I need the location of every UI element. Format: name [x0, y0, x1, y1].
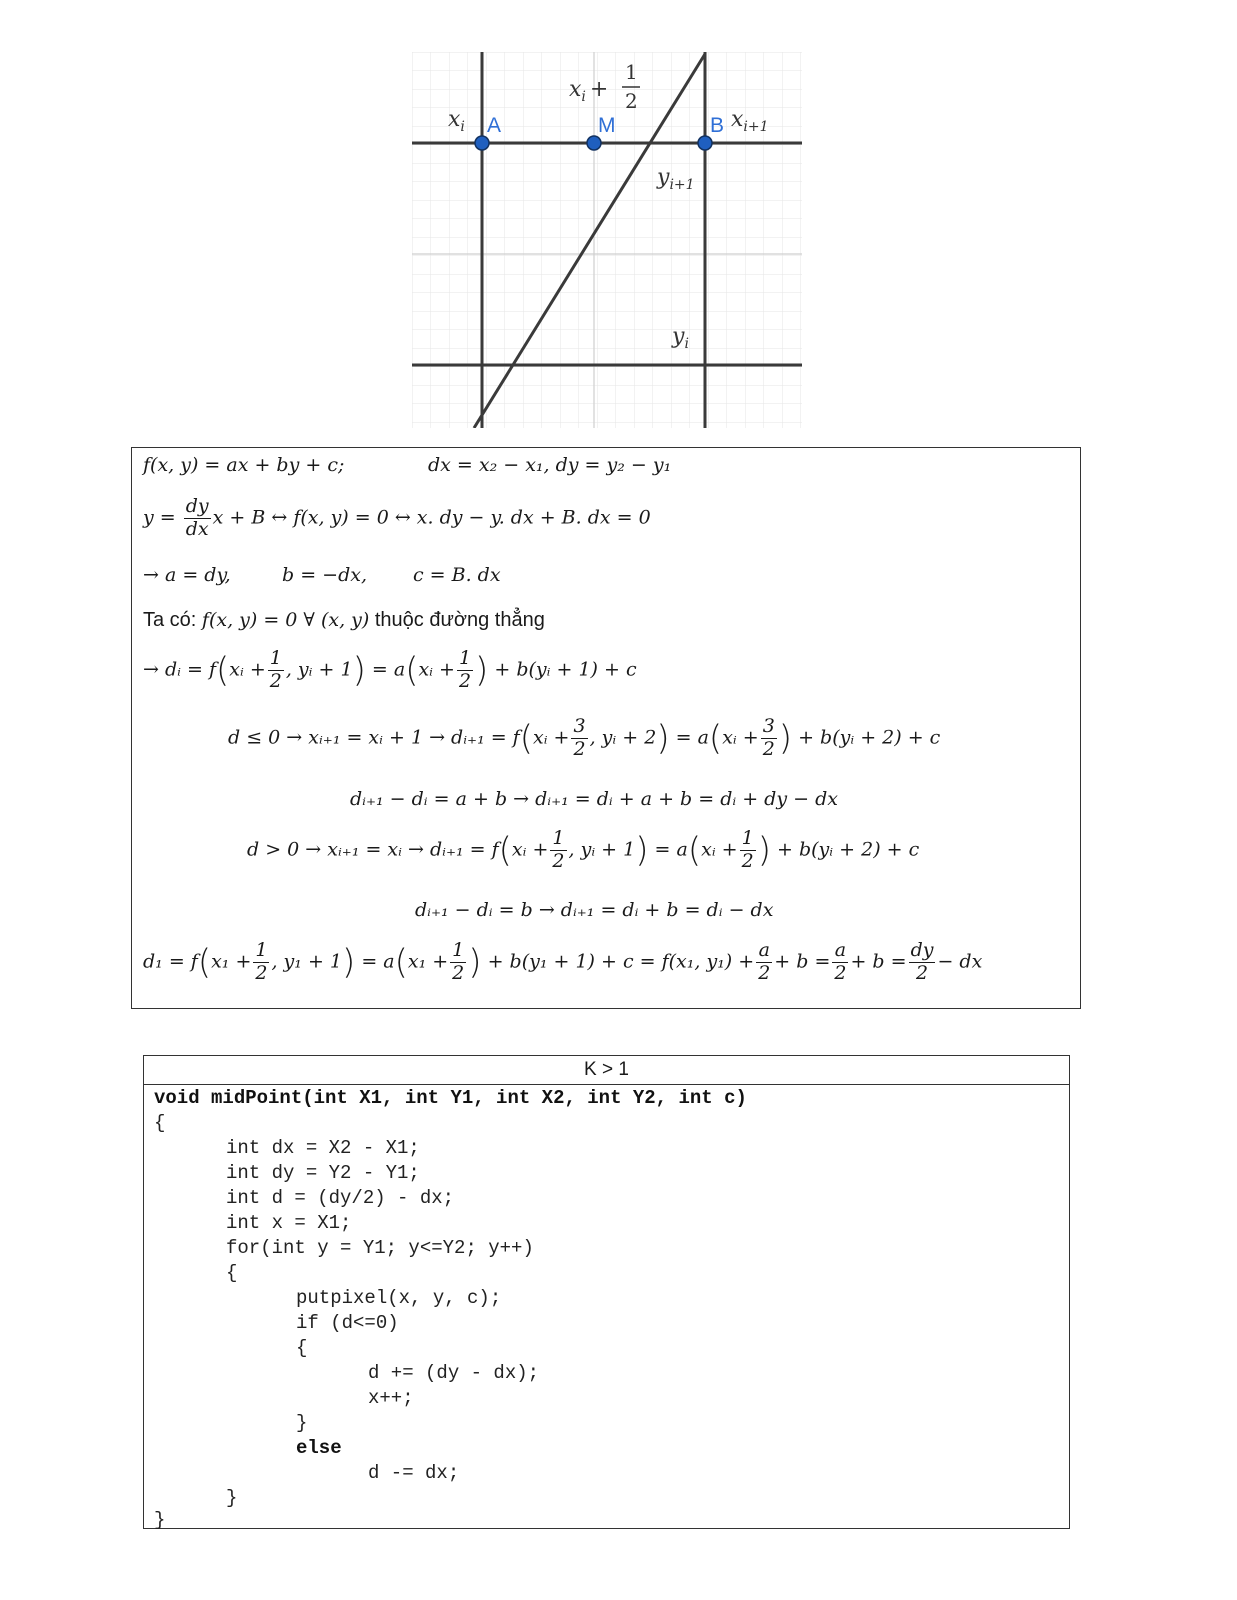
label-xi1: $x_{i+1}$: [731, 107, 769, 135]
code-line: int x = X1;: [226, 1212, 352, 1234]
label-m: M: [598, 114, 616, 137]
point-m: [587, 136, 601, 150]
label-a: A: [487, 114, 502, 137]
code-line: d += (dy - dx);: [368, 1362, 540, 1384]
code-line: {: [226, 1262, 238, 1284]
label-yi: $y_i$: [672, 324, 689, 352]
eq-line-case-le0: d ≤ 0 → xᵢ₊₁ = xᵢ + 1 → dᵢ₊₁ = f(xᵢ + $\frac{3}{2}$ , yᵢ + 2) = a(xᵢ + $\frac{3}{2}$ ) + b(yᵢ + 2) + c: [228, 715, 941, 760]
eq-line-di: → dᵢ = f(xᵢ + $\frac{1}{2}$ , yᵢ + 1) = a(xᵢ + $\frac{1}{2}$ ) + b(yᵢ + 1) + c: [143, 647, 637, 692]
eq-line-diff-gt0: dᵢ₊₁ − dᵢ = b → dᵢ₊₁ = dᵢ + b = dᵢ − dx: [415, 899, 774, 921]
code-line: }: [154, 1509, 166, 1531]
grid-minor: [412, 52, 802, 428]
code-line: if (d<=0): [296, 1312, 399, 1334]
eq-line-d1: d₁ = f(x₁ + $\frac{1}{2}$ , y₁ + 1) = a(x₁ + $\frac{1}{2}$ ) + b(y₁ + 1) + c = f(x₁, y₁) + $\frac{a}{2}$ + b = $\frac{a}{2}$ + b = $\frac{dy}{2}$ − dx: [143, 939, 983, 984]
fraction-dy-dx: $\frac{dy}{dx}$: [185, 495, 209, 540]
eq-line-slope: y = $\frac{dy}{dx}$ x + B ↔ f(x, y) = 0 ↔ x. dy − y. dx + B. dx = 0: [143, 495, 651, 540]
eq-line-case-gt0: d > 0 → xᵢ₊₁ = xᵢ → dᵢ₊₁ = f(xᵢ + $\frac{1}{2}$ , yᵢ + 1) = a(xᵢ + $\frac{1}{2}$ ) + b(yᵢ + 2) + c: [247, 827, 920, 872]
label-b: B: [710, 114, 725, 137]
midpoint-diagram: [412, 52, 802, 428]
code-line: int d = (dy/2) - dx;: [226, 1187, 455, 1209]
code-header: K > 1: [144, 1056, 1069, 1085]
eq-line-c: c = B. dx: [413, 564, 501, 586]
eq-line-diff-le0: dᵢ₊₁ − dᵢ = a + b → dᵢ₊₁ = dᵢ + a + b = dᵢ + dy − dx: [350, 788, 838, 810]
eq-line-deltas: dx = x₂ − x₁, dy = y₂ − y₁: [428, 454, 672, 476]
label-mid-num: 1: [625, 60, 638, 84]
label-mid-den: 2: [625, 89, 638, 113]
eq-line-function: f(x, y) = ax + by + c;: [143, 454, 345, 476]
code-line: {: [154, 1112, 166, 1134]
code-line: {: [296, 1337, 308, 1359]
code-line: int dx = X2 - X1;: [226, 1137, 420, 1159]
label-xi: $x_i$: [448, 107, 465, 135]
diagram-svg: [412, 52, 802, 428]
eq-line-a: → a = dy,: [143, 564, 231, 586]
code-line: }: [296, 1412, 308, 1434]
code-line: x++;: [368, 1387, 414, 1409]
code-line: }: [226, 1487, 238, 1509]
label-mid-x: $x_i$ +: [569, 77, 609, 105]
label-yi1: $y_{i+1}$: [657, 165, 695, 193]
eq-line-ta-co: Ta có: f(x, y) = 0 ∀ (x, y) thuộc đường thẳng: [143, 609, 545, 631]
code-line: d -= dx;: [368, 1462, 460, 1484]
eq-line-b: b = −dx,: [282, 564, 367, 586]
code-line-else: else: [296, 1437, 342, 1459]
code-line: for(int y = Y1; y<=Y2; y++): [226, 1237, 534, 1259]
derivation-box: [131, 447, 1081, 1009]
code-line-signature: void midPoint(int X1, int Y1, int X2, int Y2, int c): [154, 1087, 747, 1109]
code-line: int dy = Y2 - Y1;: [226, 1162, 420, 1184]
point-a: [475, 136, 489, 150]
point-b: [698, 136, 712, 150]
code-table: [143, 1055, 1070, 1529]
code-line: putpixel(x, y, c);: [296, 1287, 502, 1309]
